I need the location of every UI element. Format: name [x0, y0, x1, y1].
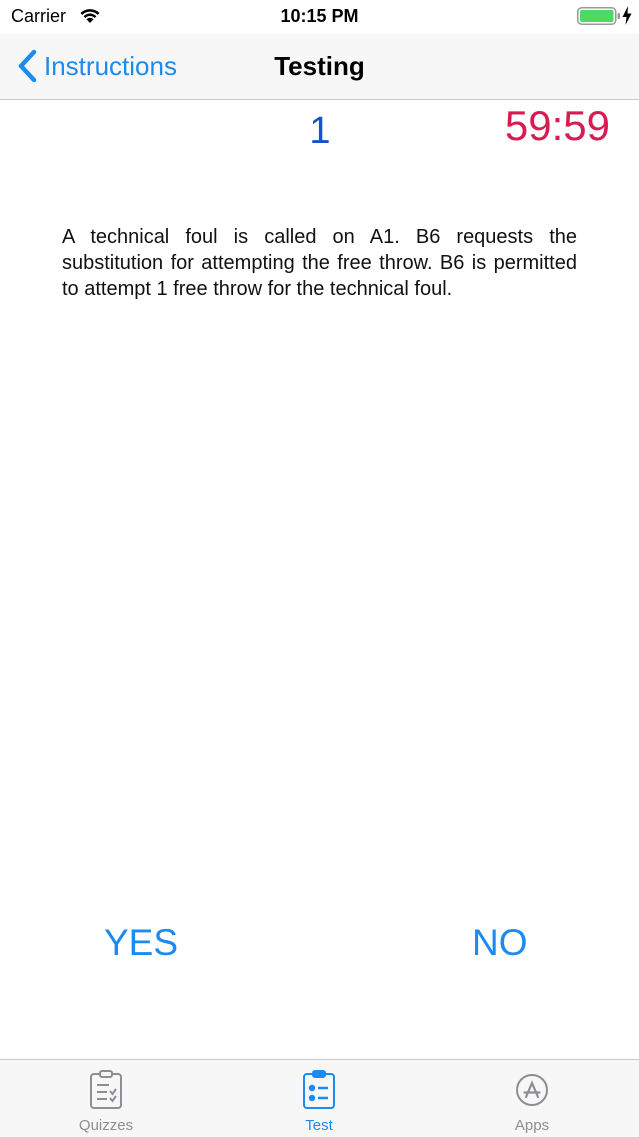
tab-test[interactable] [249, 1060, 389, 1137]
status-bar [0, 0, 639, 34]
tab-label-quizzes: Quizzes [78, 1117, 134, 1134]
charging-bolt-icon [622, 6, 632, 25]
clipboard-test-icon [301, 1070, 337, 1110]
no-button[interactable]: NO [472, 922, 528, 963]
countdown-timer: 59:59 [504, 102, 610, 149]
tab-apps[interactable] [462, 1060, 602, 1137]
app-store-icon [514, 1070, 550, 1110]
question-number: 1 [309, 110, 331, 152]
tab-bar [0, 1059, 639, 1137]
carrier-label: Carrier [11, 6, 67, 26]
tab-quizzes[interactable] [36, 1060, 176, 1137]
tab-label-apps: Apps [514, 1117, 550, 1134]
battery-icon [577, 7, 621, 25]
status-time: 10:15 PM [280, 6, 359, 26]
clipboard-checklist-icon [88, 1070, 124, 1110]
navigation-bar [0, 34, 639, 100]
yes-button[interactable]: YES [104, 922, 179, 963]
question-text: A technical foul is called on A1. B6 requests the substitution for attempting the free throw. B6 is permitted to attempt 1 free throw for the technical foul. [62, 226, 577, 300]
back-button-label: Instructions [44, 50, 177, 81]
page-title: Testing [274, 51, 365, 81]
tab-label-test: Test [305, 1117, 333, 1134]
